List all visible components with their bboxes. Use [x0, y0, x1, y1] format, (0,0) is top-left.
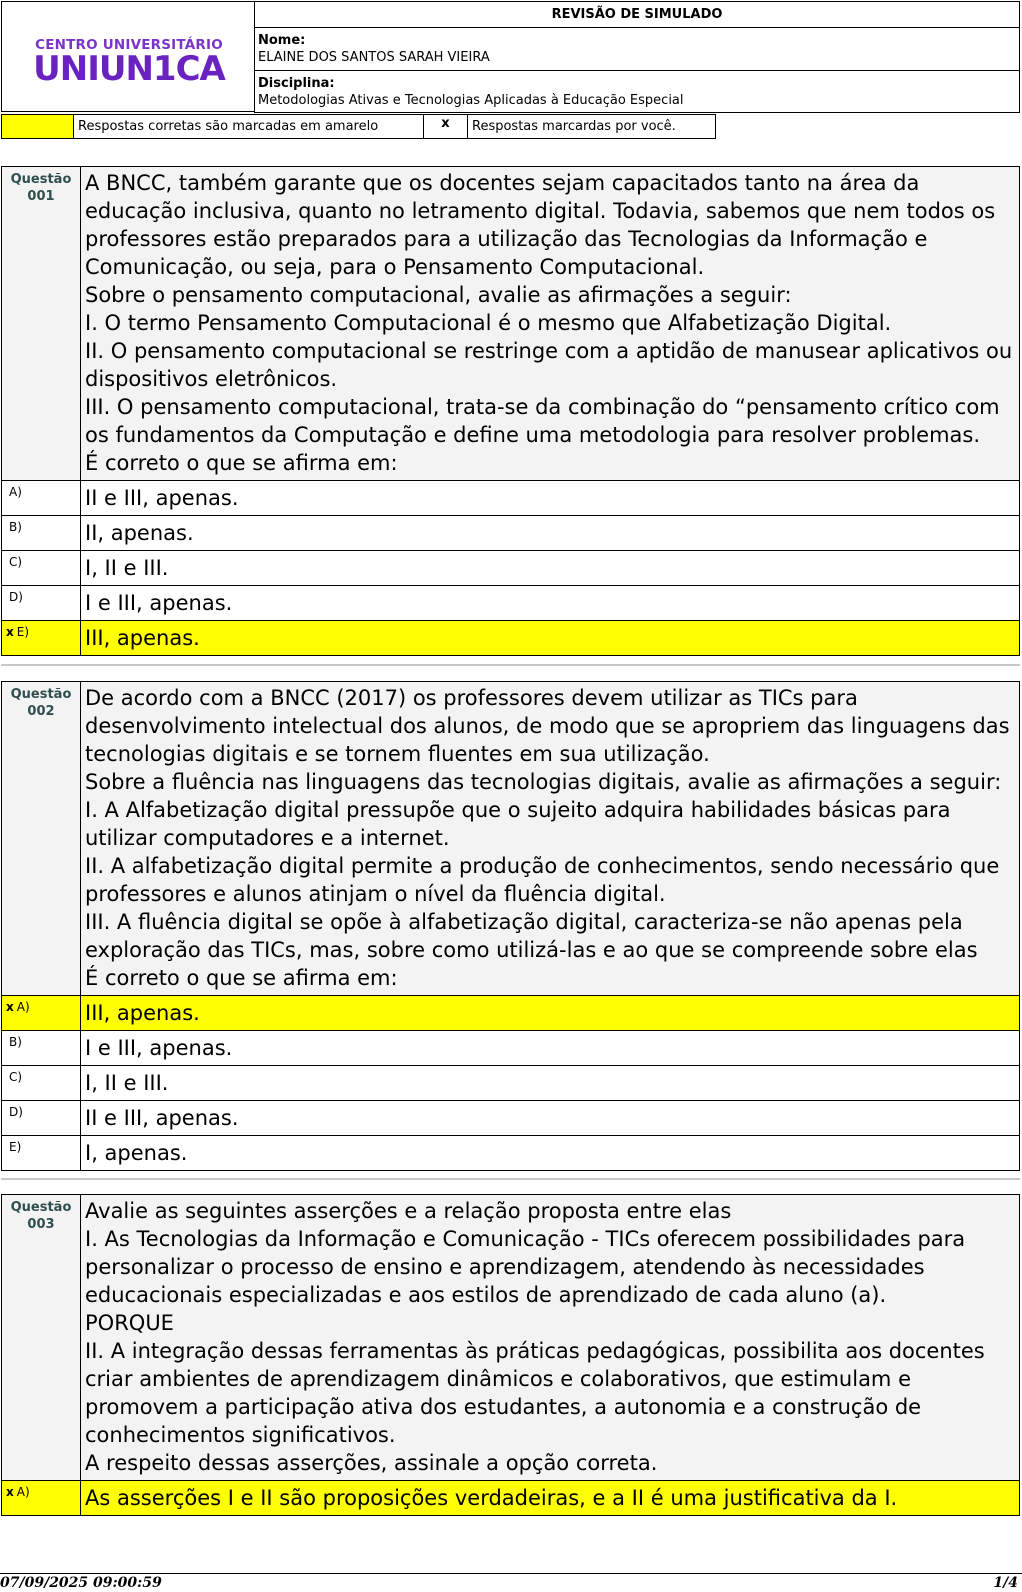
option-text: II e III, apenas.: [85, 1106, 239, 1130]
question-line: I. A Alfabetização digital pressupõe que o sujeito adquira habilidades básicas para utilizar computadores e a internet.: [85, 798, 951, 850]
option-d: [1, 586, 1020, 621]
question-number: [2, 167, 81, 480]
option-letter: A): [16, 1000, 30, 1014]
discipline-cell: [254, 70, 1020, 113]
student-name-value: ELAINE DOS SANTOS SARAH VIEIRA: [258, 50, 490, 65]
question-label: Questão: [10, 1200, 72, 1215]
question-line: II. A integração dessas ferramentas às práticas pedagógicas, possibilita aos docentes criar ambientes de aprendizagem dinâmicos e colaborativos, que estimulam e promovem a participação ativa dos estudantes, a autonomia e a construção de conhecimentos significativos.: [85, 1339, 985, 1447]
logo-subtitle: CENTRO UNIVERSITÁRIO: [35, 37, 223, 53]
legend-marked-text: Respostas marcardas por você.: [467, 114, 716, 139]
option-text: II, apenas.: [85, 521, 194, 545]
option-letter: C): [9, 555, 23, 569]
question-line: I. O termo Pensamento Computacional é o mesmo que Alfabetização Digital.: [85, 311, 892, 335]
question-number: [2, 682, 81, 995]
option-text: I, II e III.: [85, 556, 169, 580]
question-line: Sobre a fluência nas linguagens das tecnologias digitais, avalie as afirmações a seguir:: [85, 770, 1002, 794]
option-mark: x: [6, 1000, 14, 1014]
option-text: As asserções I e II são proposições verdadeiras, e a II é uma justificativa da I.: [85, 1486, 898, 1510]
discipline-label: Disciplina:: [258, 76, 335, 91]
option-b: [1, 516, 1020, 551]
option-mark: x: [6, 625, 14, 639]
question-header: [1, 1194, 1020, 1481]
question-line: III. A fluência digital se opõe à alfabetização digital, caracteriza-se não apenas pela exploração das TICs, mas, sobre como utilizá-las e ao que se compreende sobre elas: [85, 910, 978, 962]
option-text: I, II e III.: [85, 1071, 169, 1095]
option-letter: B): [9, 520, 22, 534]
question-line: II. A alfabetização digital permite a produção de conhecimentos, sendo necessário que professores e alunos atinjam o nível da fluência digital.: [85, 854, 1000, 906]
question-002: [1, 681, 1020, 1171]
legend-correct-swatch: [1, 114, 74, 139]
question-text: [81, 1195, 1019, 1480]
option-text: II e III, apenas.: [85, 486, 239, 510]
option-text: III, apenas.: [85, 1001, 200, 1025]
page-title: REVISÃO DE SIMULADO: [254, 1, 1020, 28]
option-text: III, apenas.: [85, 626, 200, 650]
question-number-value: 003: [27, 1217, 55, 1232]
legend-mark: x: [423, 114, 468, 139]
question-line: Avalie as seguintes asserções e a relação proposta entre elas: [85, 1199, 732, 1223]
option-text: I, apenas.: [85, 1141, 188, 1165]
option-a: [1, 481, 1020, 516]
option-letter: E): [16, 625, 30, 639]
question-number-value: 001: [27, 189, 55, 204]
option-e: [1, 1136, 1020, 1171]
footer-divider: [0, 1573, 1022, 1574]
option-a-selected: [1, 1481, 1020, 1516]
option-letter: A): [16, 1485, 30, 1499]
question-header: [1, 166, 1020, 481]
option-b: [1, 1031, 1020, 1066]
question-number-value: 002: [27, 704, 55, 719]
option-text: I e III, apenas.: [85, 1036, 233, 1060]
question-text: [81, 167, 1019, 480]
question-line: A BNCC, também garante que os docentes sejam capacitados tanto na área da educação inclusiva, quanto no letramento digital. Todavia, sabemos que nem todos os professores estão preparados para a utilização das Tecnologias da Informação e Comunicação, ou seja, para o Pensamento Computacional.: [85, 171, 996, 279]
option-letter: D): [9, 1105, 23, 1119]
question-header: [1, 681, 1020, 996]
footer-datetime: 07/09/2025 09:00:59: [0, 1575, 162, 1591]
divider: [1, 664, 1020, 666]
option-a-selected: [1, 996, 1020, 1031]
option-letter: C): [9, 1070, 23, 1084]
option-text: I e III, apenas.: [85, 591, 233, 615]
question-label: Questão: [10, 687, 72, 702]
question-line: PORQUE: [85, 1311, 174, 1335]
logo-wordmark: UNIUN1CA: [33, 49, 225, 89]
option-letter: E): [9, 1140, 22, 1154]
footer-page-number: 1/4: [993, 1575, 1018, 1591]
option-letter: B): [9, 1035, 22, 1049]
question-line: II. O pensamento computacional se restringe com a aptidão de manusear aplicativos ou dispositivos eletrônicos.: [85, 339, 1013, 391]
divider: [1, 1178, 1020, 1180]
option-mark: x: [6, 1485, 14, 1499]
question-number: [2, 1195, 81, 1480]
question-001: [1, 166, 1020, 656]
discipline-value: Metodologias Ativas e Tecnologias Aplicadas à Educação Especial: [258, 93, 684, 108]
question-line: É correto o que se afirma em:: [85, 451, 398, 475]
question-text: [81, 682, 1019, 995]
question-line: Sobre o pensamento computacional, avalie as afirmações a seguir:: [85, 283, 792, 307]
question-003: [1, 1194, 1020, 1516]
option-letter: D): [9, 590, 23, 604]
legend-correct-text: Respostas corretas são marcadas em amarelo: [73, 114, 424, 139]
question-line: III. O pensamento computacional, trata-se da combinação do “pensamento crítico com os fundamentos da Computação e define uma metodologia para resolver problemas.: [85, 395, 1000, 447]
option-c: [1, 551, 1020, 586]
option-e-selected: [1, 621, 1020, 656]
option-d: [1, 1101, 1020, 1136]
question-line: É correto o que se afirma em:: [85, 966, 398, 990]
question-line: De acordo com a BNCC (2017) os professores devem utilizar as TICs para desenvolvimento intelectual dos alunos, de modo que se apropriem das linguagens das tecnologias digitais e se tornem fluentes em sua utilização.: [85, 686, 1010, 766]
option-c: [1, 1066, 1020, 1101]
logo: [1, 1, 255, 112]
student-name-cell: [254, 27, 1020, 71]
page-header: [1, 1, 1020, 113]
option-letter: A): [9, 485, 22, 499]
legend: [1, 114, 716, 139]
question-line: A respeito dessas asserções, assinale a opção correta.: [85, 1451, 658, 1475]
question-line: I. As Tecnologias da Informação e Comunicação - TICs oferecem possibilidades para personalizar o processo de ensino e aprendizagem, atendendo às necessidades educacionais especializadas e aos estilos de aprendizado de cada aluno (a).: [85, 1227, 966, 1307]
question-label: Questão: [10, 172, 72, 187]
student-name-label: Nome:: [258, 33, 306, 48]
